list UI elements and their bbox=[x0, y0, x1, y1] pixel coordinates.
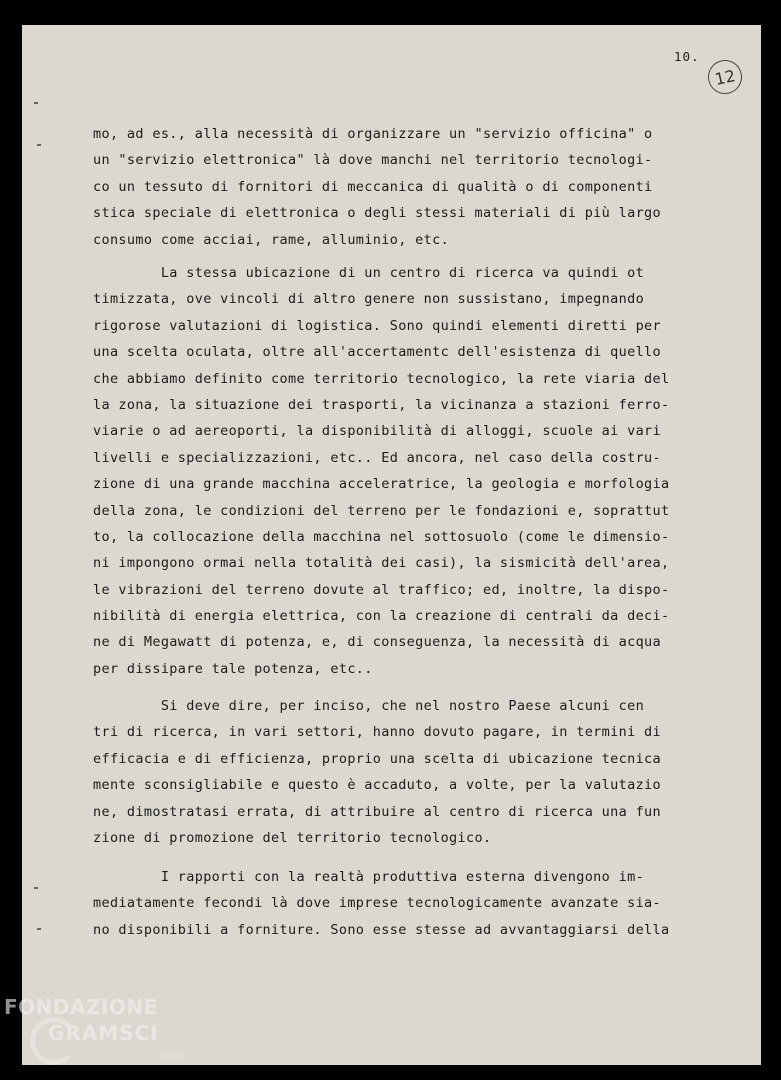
margin-mark bbox=[37, 928, 41, 930]
text-line: efficacia e di efficienza, proprio una scelta di ubicazione tecnica bbox=[93, 750, 662, 767]
text-line: no disponibili a forniture. Sono esse stesse ad avvantaggiarsi della bbox=[93, 921, 670, 938]
text-line: rigorose valutazioni di logistica. Sono quindi elementi diretti per bbox=[93, 317, 662, 334]
paragraph-2 bbox=[93, 260, 723, 682]
text-line: ne, dimostratasi errata, di attribuire al centro di ricerca una fun bbox=[93, 803, 662, 820]
watermark-line-3: onlus bbox=[160, 1051, 185, 1061]
text-line: della zona, le condizioni del terreno per le fondazioni e, soprattut bbox=[93, 502, 670, 519]
text-line: ni impongono ormai nella totalità dei casi), la sismicità dell'area, bbox=[93, 555, 670, 572]
text-line: mediatamente fecondi là dove imprese tecnologicamente avanzate sia- bbox=[93, 895, 662, 912]
margin-mark bbox=[34, 887, 38, 889]
text-line: nibilità di energia elettrica, con la creazione di centrali da deci- bbox=[93, 608, 670, 625]
text-line: la zona, la situazione dei trasporti, la vicinanza a stazioni ferro- bbox=[93, 396, 670, 413]
text-line: un "servizio elettronica" là dove manchi nel territorio tecnologi- bbox=[93, 152, 653, 169]
text-line: una scelta oculata, oltre all'accertamentc dell'esistenza di quello bbox=[93, 344, 662, 361]
text-line: La stessa ubicazione di un centro di ricerca va quindi ot bbox=[93, 265, 645, 281]
paragraph-1 bbox=[93, 121, 723, 253]
watermark-logo-icon bbox=[30, 1017, 78, 1065]
text-line: stica speciale di elettronica o degli stessi materiali di più largo bbox=[93, 205, 662, 222]
text-line: mo, ad es., alla necessità di organizzare un "servizio officina" o bbox=[93, 126, 653, 142]
paragraph-4 bbox=[93, 864, 723, 943]
watermark-line-1: FONDAZIONE bbox=[4, 995, 158, 1019]
margin-mark bbox=[34, 102, 38, 104]
text-line: tri di ricerca, in vari settori, hanno dovuto pagare, in termini di bbox=[93, 724, 662, 741]
margin-mark bbox=[37, 144, 41, 146]
archive-watermark bbox=[4, 995, 185, 1061]
archive-page-stamp: 12 bbox=[705, 57, 745, 97]
text-line: I rapporti con la realtà produttiva esterna divengono im- bbox=[93, 869, 645, 885]
text-line: le vibrazioni del terreno dovute al traffico; ed, inoltre, la dispo- bbox=[93, 581, 670, 598]
text-line: mente sconsigliabile e questo è accaduto, a volte, per la valutazio bbox=[93, 777, 662, 794]
text-line: consumo come acciai, rame, alluminio, etc. bbox=[93, 231, 450, 248]
page-number: 10. bbox=[674, 49, 700, 64]
text-line: ne di Megawatt di potenza, e, di conseguenza, la necessità di acqua bbox=[93, 634, 662, 651]
text-line: co un tessuto di fornitori di meccanica di qualità o di componenti bbox=[93, 178, 653, 195]
text-line: to, la collocazione della macchina nel sottosuolo (come le dimensio- bbox=[93, 528, 670, 545]
paragraph-3 bbox=[93, 693, 723, 851]
text-line: livelli e specializzazioni, etc.. Ed ancora, nel caso della costru- bbox=[93, 449, 662, 466]
text-line: viarie o ad aereoporti, la disponibilità di alloggi, scuole ai vari bbox=[93, 423, 662, 440]
text-line: per dissipare tale potenza, etc.. bbox=[93, 660, 373, 677]
watermark-line-2: GRAMSCI bbox=[48, 1021, 159, 1045]
text-line: Si deve dire, per inciso, che nel nostro Paese alcuni cen bbox=[93, 698, 645, 714]
text-line: zione di una grande macchina acceleratrice, la geologia e morfologia bbox=[93, 476, 670, 493]
text-line: timizzata, ove vincoli di altro genere non sussistano, impegnando bbox=[93, 291, 645, 308]
text-line: che abbiamo definito come territorio tecnologico, la rete viaria del bbox=[93, 370, 670, 387]
text-line: zione di promozione del territorio tecnologico. bbox=[93, 829, 492, 846]
